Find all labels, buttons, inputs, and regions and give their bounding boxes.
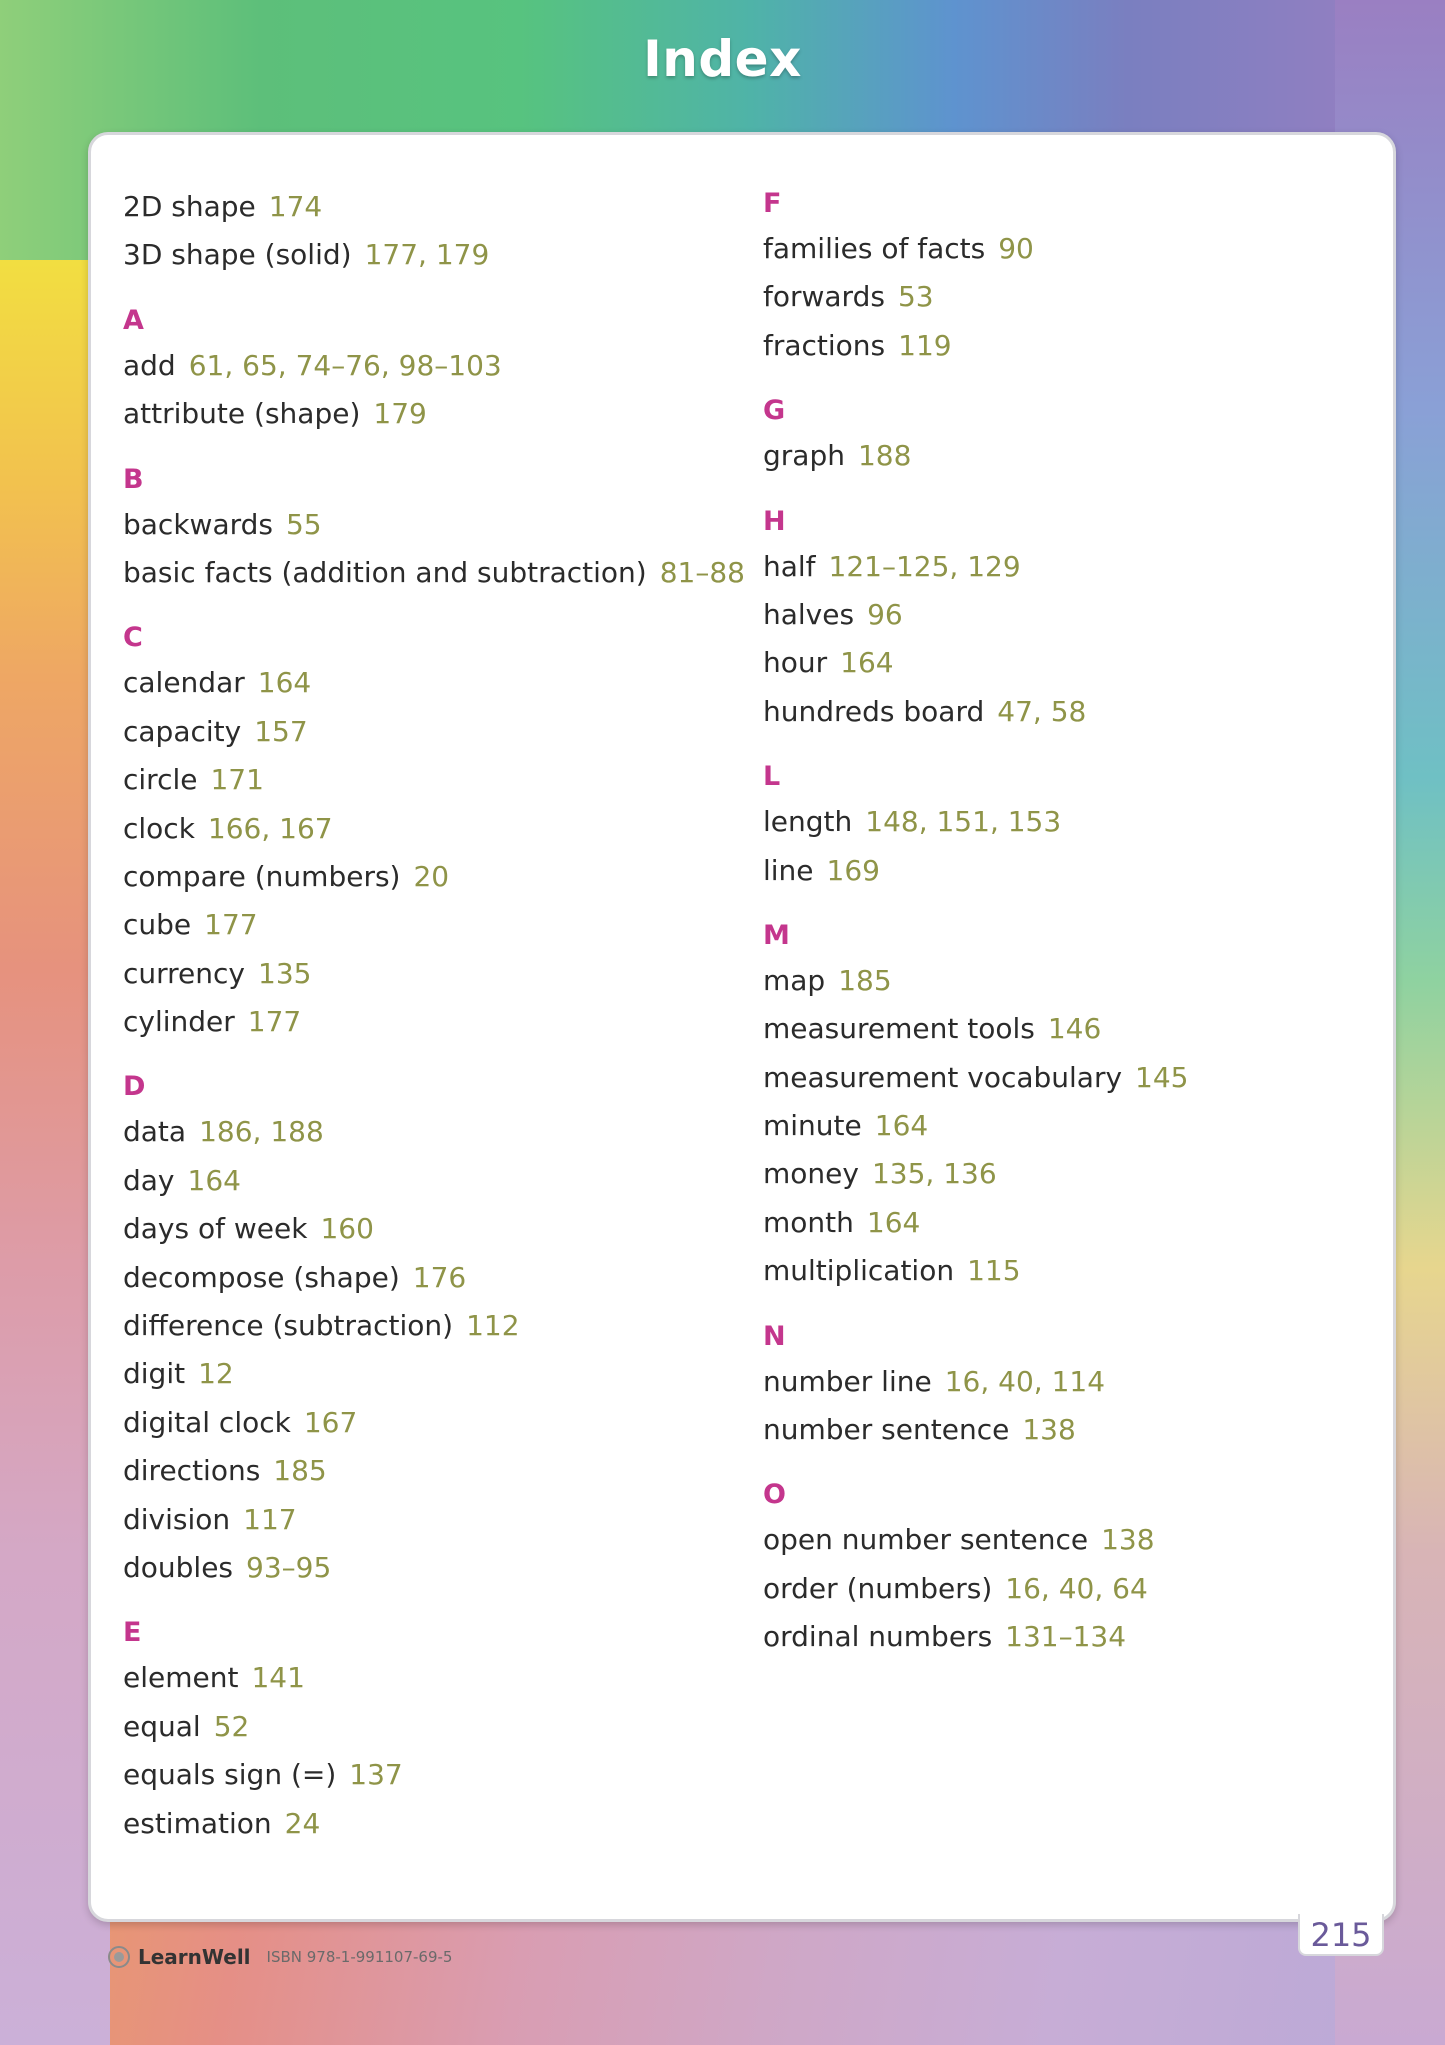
- index-entry: [123, 1108, 743, 1156]
- index-letter-heading: F: [763, 188, 782, 219]
- index-term: money: [763, 1157, 859, 1191]
- index-entry: [763, 432, 1363, 480]
- index-term: halves: [763, 597, 855, 631]
- index-entry: [123, 998, 743, 1046]
- index-term: compare (numbers): [123, 859, 401, 893]
- index-term: 2D shape: [123, 190, 256, 223]
- index-entry: [123, 1254, 743, 1302]
- index-page-numbers: 52: [213, 1709, 250, 1743]
- index-term: add: [123, 348, 176, 382]
- index-letter-heading: B: [123, 463, 144, 495]
- index-entry: [123, 1302, 743, 1350]
- index-term: measurement vocabulary: [763, 1060, 1123, 1094]
- index-entry: [123, 1205, 743, 1253]
- index-term: half: [763, 549, 816, 583]
- index-page-numbers: 115: [967, 1254, 1021, 1288]
- index-page-numbers: 171: [210, 763, 264, 797]
- index-page-numbers: 137: [349, 1758, 403, 1792]
- index-entry: [123, 708, 743, 756]
- index-term: hundreds board: [763, 694, 985, 728]
- index-entry: [763, 1150, 1363, 1198]
- index-entry: [763, 639, 1363, 687]
- index-entry: [763, 688, 1363, 736]
- index-term: backwards: [123, 507, 273, 541]
- index-page-numbers: 61, 65, 74–76, 98–103: [188, 348, 502, 382]
- index-term: month: [763, 1205, 854, 1239]
- index-entry: [763, 1613, 1363, 1661]
- index-term: ordinal numbers: [763, 1620, 993, 1654]
- index-term: number line: [763, 1364, 932, 1398]
- index-term: digit: [123, 1357, 186, 1391]
- index-entry: [123, 1654, 743, 1702]
- index-entry: [123, 342, 743, 390]
- index-term: open number sentence: [763, 1523, 1089, 1557]
- index-letter-heading: H: [763, 505, 786, 537]
- index-page-numbers: 119: [898, 328, 952, 362]
- index-page-numbers: 93–95: [246, 1550, 332, 1584]
- index-letter-heading: E: [123, 1617, 142, 1649]
- index-entry: [123, 1703, 743, 1751]
- index-page-numbers: 16, 40, 64: [1005, 1571, 1148, 1605]
- index-entry: [763, 225, 1363, 273]
- index-term: directions: [123, 1454, 261, 1488]
- index-column-left: [123, 183, 743, 1848]
- footer: [108, 1942, 452, 1972]
- learnwell-logo-icon: [108, 1946, 130, 1968]
- index-term: days of week: [123, 1212, 308, 1246]
- index-term: equal: [123, 1709, 201, 1743]
- index-term: measurement tools: [763, 1012, 1035, 1046]
- index-letter-heading: O: [763, 1479, 786, 1511]
- index-page-numbers: 166, 167: [207, 811, 333, 845]
- index-term: data: [123, 1115, 187, 1149]
- index-term: decompose (shape): [123, 1260, 400, 1294]
- index-page-numbers: 16, 40, 114: [944, 1364, 1106, 1398]
- index-term: forwards: [763, 280, 885, 314]
- index-letter-heading: N: [763, 1320, 786, 1352]
- index-page-numbers: 24: [284, 1806, 321, 1840]
- index-page-numbers: 141: [251, 1661, 305, 1695]
- index-entry: [123, 853, 743, 901]
- index-term: attribute (shape): [123, 397, 361, 431]
- index-column-right: [763, 183, 1363, 1662]
- index-term: line: [763, 853, 814, 887]
- index-page-numbers: 90: [998, 232, 1034, 265]
- index-page-numbers: 145: [1135, 1060, 1189, 1094]
- index-entry: [763, 1247, 1363, 1295]
- index-page-numbers: 164: [874, 1109, 929, 1143]
- index-entry: [763, 273, 1363, 321]
- index-page-numbers: 146: [1047, 1012, 1102, 1046]
- index-entry: [763, 1516, 1363, 1564]
- index-page-numbers: 185: [838, 963, 892, 997]
- index-page-numbers: 185: [273, 1454, 327, 1488]
- index-entry: [123, 1800, 743, 1848]
- index-page-numbers: 177, 179: [364, 238, 490, 272]
- index-page-numbers: 148, 151, 153: [865, 805, 1062, 839]
- index-term: digital clock: [123, 1405, 291, 1439]
- index-entry: [123, 950, 743, 998]
- index-term: 3D shape (solid): [123, 238, 352, 272]
- index-entry: [763, 591, 1363, 639]
- index-term: calendar: [123, 666, 245, 700]
- index-page-numbers: 117: [243, 1502, 297, 1536]
- index-page-numbers: 176: [412, 1260, 467, 1294]
- index-term: cube: [123, 908, 192, 942]
- index-term: multiplication: [763, 1254, 955, 1288]
- index-page-numbers: 164: [840, 646, 894, 680]
- index-page-numbers: 135: [258, 956, 312, 990]
- index-entry: [763, 1054, 1363, 1102]
- index-entry: [123, 756, 743, 804]
- index-term: length: [763, 805, 853, 839]
- index-entry: [763, 1358, 1363, 1406]
- index-page-numbers: 188: [857, 439, 912, 473]
- index-letter-heading: D: [123, 1071, 146, 1103]
- index-entry: [123, 901, 743, 949]
- index-entry: [123, 1496, 743, 1544]
- index-page-numbers: 164: [187, 1163, 241, 1197]
- index-term: day: [123, 1163, 175, 1197]
- brand-name: LearnWell: [138, 1945, 251, 1969]
- index-entry: [763, 957, 1363, 1005]
- index-letter-heading: C: [123, 622, 143, 654]
- index-entry: [123, 1350, 743, 1398]
- index-page-numbers: 167: [303, 1405, 358, 1439]
- index-page-numbers: 20: [413, 859, 450, 893]
- index-panel: [88, 132, 1396, 1922]
- index-entry: [763, 1565, 1363, 1613]
- index-term: clock: [123, 811, 195, 845]
- index-page-numbers: 177: [247, 1005, 302, 1039]
- index-page-numbers: 131–134: [1005, 1620, 1127, 1654]
- index-term: families of facts: [763, 232, 986, 265]
- index-term: circle: [123, 763, 198, 797]
- index-term: element: [123, 1661, 239, 1695]
- index-page-numbers: 112: [466, 1309, 520, 1343]
- index-entry: [763, 322, 1363, 370]
- page-title: Index: [643, 30, 802, 88]
- index-entry: [123, 183, 743, 231]
- index-term: fractions: [763, 328, 886, 362]
- index-entry: [123, 549, 743, 597]
- index-page-numbers: 138: [1022, 1413, 1076, 1447]
- index-page-numbers: 121–125, 129: [828, 549, 1021, 583]
- index-term: currency: [123, 956, 245, 990]
- index-term: minute: [763, 1109, 862, 1143]
- index-entry: [763, 543, 1363, 591]
- index-letter-heading: L: [763, 761, 781, 793]
- index-entry: [763, 1102, 1363, 1150]
- index-page-numbers: 169: [826, 853, 880, 887]
- index-entry: [123, 390, 743, 438]
- index-term: map: [763, 963, 826, 997]
- index-page-numbers: 186, 188: [199, 1115, 324, 1149]
- index-page-numbers: 135, 136: [871, 1157, 997, 1191]
- index-term: number sentence: [763, 1413, 1010, 1447]
- index-page-numbers: 55: [285, 507, 322, 541]
- index-entry: [123, 659, 743, 707]
- index-term: basic facts (addition and subtraction): [123, 555, 647, 589]
- index-term: cylinder: [123, 1005, 235, 1039]
- index-entry: [123, 805, 743, 853]
- index-entry: [123, 231, 743, 279]
- index-term: hour: [763, 646, 828, 680]
- index-entry: [763, 1406, 1363, 1454]
- index-page-numbers: 164: [866, 1205, 921, 1239]
- index-entry: [123, 501, 743, 549]
- index-page-numbers: 164: [257, 666, 312, 700]
- index-page-numbers: 138: [1101, 1523, 1155, 1557]
- index-term: capacity: [123, 714, 242, 748]
- index-page-numbers: 179: [373, 397, 427, 431]
- index-page-numbers: 81–88: [659, 555, 745, 589]
- index-page-numbers: 53: [897, 280, 934, 314]
- index-entry: [123, 1447, 743, 1495]
- index-letter-heading: A: [123, 304, 144, 336]
- index-page-numbers: 177: [204, 908, 258, 942]
- index-letter-heading: G: [763, 395, 786, 427]
- index-page-numbers: 174: [268, 190, 323, 223]
- index-term: graph: [763, 439, 845, 473]
- index-entry: [123, 1751, 743, 1799]
- index-entry: [123, 1157, 743, 1205]
- isbn: ISBN 978-1-991107-69-5: [266, 1948, 453, 1966]
- index-entry: [763, 847, 1363, 895]
- index-entry: [763, 1199, 1363, 1247]
- page-number: 215: [1298, 1914, 1384, 1956]
- index-term: equals sign (=): [123, 1758, 337, 1792]
- index-page-numbers: 157: [254, 714, 308, 748]
- index-term: estimation: [123, 1806, 272, 1840]
- index-page-numbers: 12: [198, 1357, 234, 1391]
- index-term: order (numbers): [763, 1571, 993, 1605]
- index-page-numbers: 47, 58: [997, 694, 1087, 728]
- index-page-numbers: 160: [320, 1212, 374, 1246]
- index-term: difference (subtraction): [123, 1309, 454, 1343]
- index-entry: [763, 798, 1363, 846]
- index-letter-heading: M: [763, 919, 790, 951]
- index-entry: [123, 1544, 743, 1592]
- index-entry: [763, 1005, 1363, 1053]
- index-entry: [123, 1399, 743, 1447]
- index-page-numbers: 96: [867, 597, 903, 631]
- index-term: division: [123, 1502, 231, 1536]
- index-term: doubles: [123, 1550, 234, 1584]
